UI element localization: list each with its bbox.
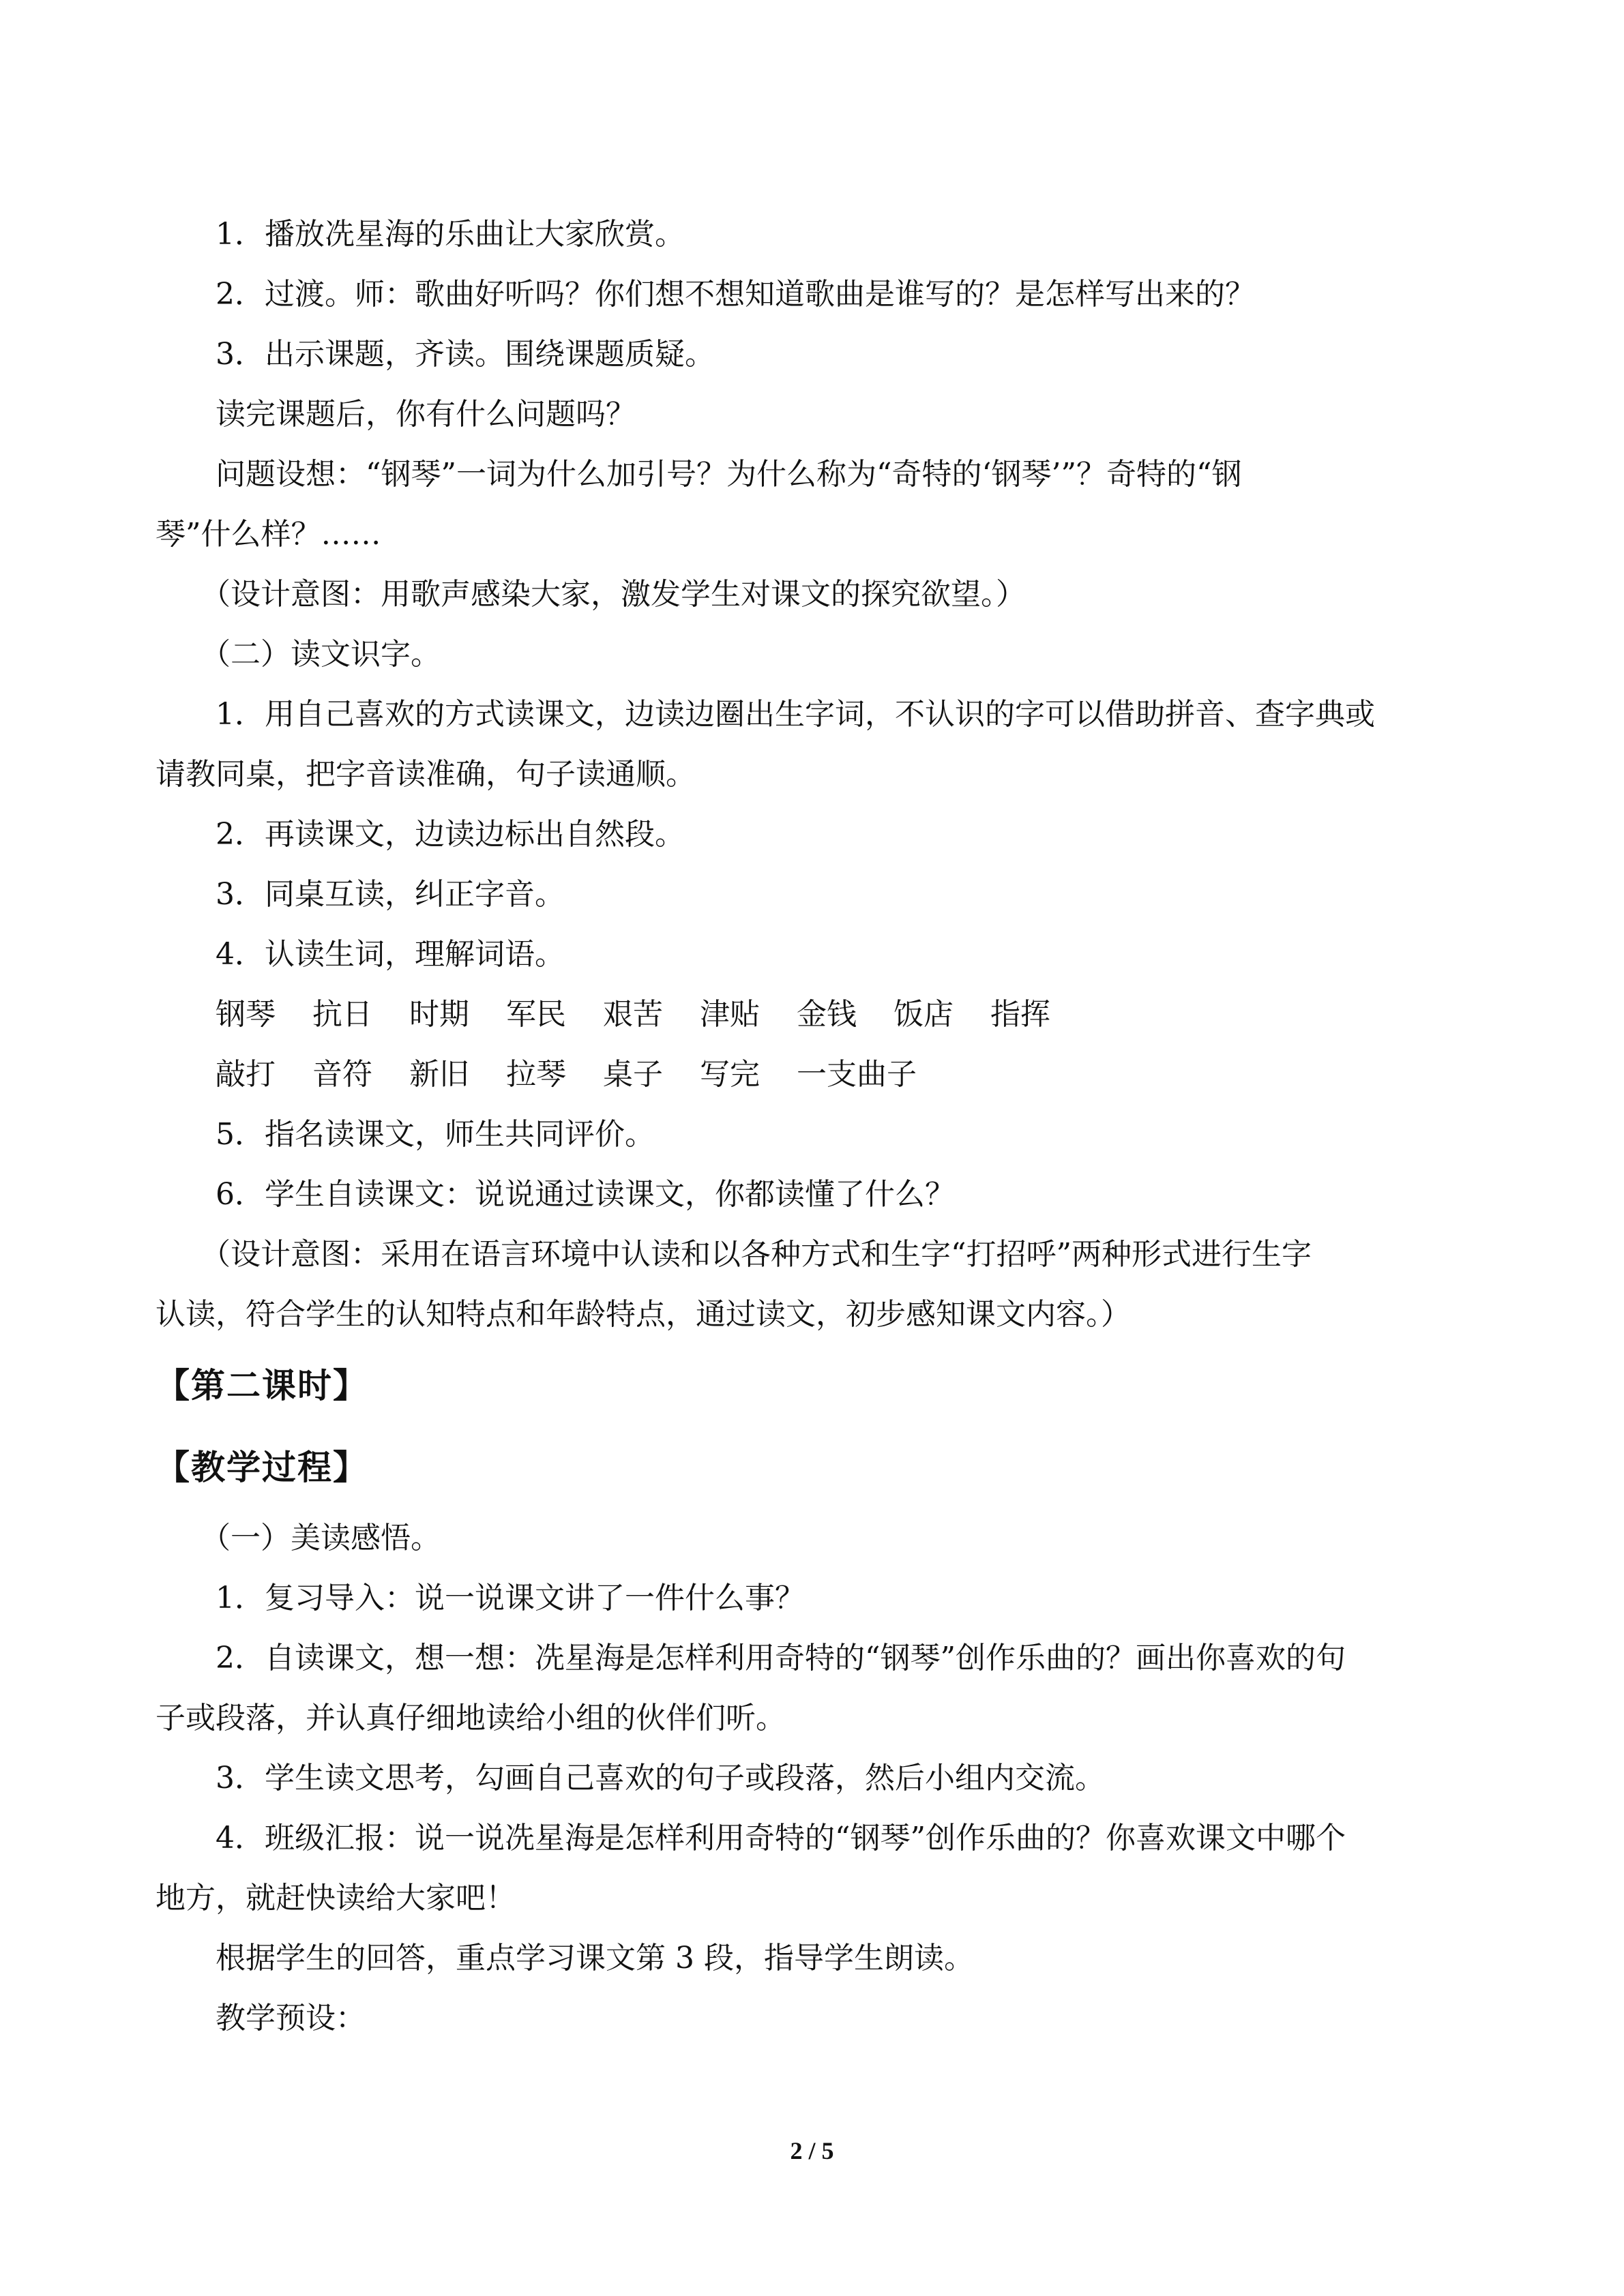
- vocab-word: 写完: [700, 1057, 760, 1092]
- paragraph-name-read: 5．指名读课文，师生共同评价。: [216, 1117, 655, 1152]
- paragraph-reread: 2．再读课文，边读边标出自然段。: [216, 817, 685, 852]
- vocab-row-2: [156, 1045, 1492, 1105]
- vocab-word: 时期: [409, 997, 469, 1032]
- vocab-word: 桌子: [603, 1057, 663, 1092]
- paragraph-self-study: 2．自读课文，想一想：冼星海是怎样利用奇特的“钢琴”创作乐曲的？画出你喜欢的句: [216, 1641, 1346, 1675]
- paragraph-design-intent-2-cont: 认读，符合学生的认知特点和年龄特点，通过读文，初步感知课文内容。）: [156, 1297, 1131, 1332]
- vocab-word: 饭店: [894, 997, 954, 1032]
- paragraph-design-intent-2: （设计意图：采用在语言环境中认读和以各种方式和生字“打招呼”两种形式进行生字: [201, 1237, 1312, 1272]
- vocab-word: 金钱: [797, 997, 857, 1032]
- paragraph-show-title: 3．出示课题，齐读。围绕课题质疑。: [216, 337, 715, 372]
- paragraph-think-and-mark: 3．学生读文思考，勾画自己喜欢的句子或段落，然后小组内交流。: [216, 1761, 1105, 1795]
- vocab-word: 军民: [506, 997, 566, 1032]
- paragraph-class-report-cont: 地方，就赶快读给大家吧！: [156, 1881, 516, 1915]
- paragraph-teaching-preset: 教学预设：: [216, 2001, 366, 2036]
- paragraph-review: 1．复习导入：说一说课文讲了一件什么事？: [216, 1581, 805, 1615]
- paragraph-focus-section: 根据学生的回答，重点学习课文第 3 段，指导学生朗读。: [216, 1941, 974, 1976]
- section-read-and-learn: （二）读文识字。: [201, 637, 441, 672]
- paragraph-class-report: 4．班级汇报：说一说冼星海是怎样利用奇特的“钢琴”创作乐曲的？你喜欢课文中哪个: [216, 1821, 1346, 1855]
- vocab-row-1: [156, 985, 1492, 1045]
- section-appreciative-reading: （一）美读感悟。: [201, 1521, 441, 1555]
- vocab-word: 一支曲子: [797, 1057, 917, 1092]
- paragraph-read-text-cont: 请教同桌，把字音读准确，句子读通顺。: [156, 757, 696, 792]
- paragraph-question-design: 问题设想：“钢琴”一词为什么加引号？为什么称为“奇特的‘钢琴’”？奇特的“钢: [216, 457, 1242, 492]
- vocab-word: 音符: [312, 1057, 372, 1092]
- paragraph-peer-read: 3．同桌互读，纠正字音。: [216, 877, 565, 912]
- paragraph-self-study-cont: 子或段落，并认真仔细地读给小组的伙伴们听。: [156, 1701, 786, 1735]
- vocab-word: 拉琴: [506, 1057, 566, 1092]
- vocab-word: 抗日: [312, 997, 372, 1032]
- paragraph-transition: 2．过渡。师：歌曲好听吗？你们想不想知道歌曲是谁写的？是怎样写出来的？: [216, 277, 1255, 312]
- heading-second-lesson: 【第二课时】: [156, 1366, 368, 1405]
- vocab-word: 新旧: [409, 1057, 469, 1092]
- vocab-word: 艰苦: [603, 997, 663, 1032]
- paragraph-play-music: 1．播放冼星海的乐曲让大家欣赏。: [216, 217, 685, 252]
- vocab-word: 指挥: [990, 997, 1050, 1032]
- paragraph-vocab-intro: 4．认读生词，理解词语。: [216, 937, 565, 972]
- paragraph-self-read: 6．学生自读课文：说说通过读课文，你都读懂了什么？: [216, 1177, 955, 1212]
- paragraph-question-design-cont: 琴”什么样？……: [156, 517, 381, 552]
- paragraph-design-intent-1: （设计意图：用歌声感染大家，激发学生对课文的探究欲望。）: [201, 577, 1026, 612]
- heading-teaching-process: 【教学过程】: [156, 1448, 368, 1487]
- vocab-word: 钢琴: [216, 997, 276, 1032]
- document-body: [156, 205, 1492, 2048]
- vocab-word: 津贴: [700, 997, 760, 1032]
- paragraph-read-text: 1．用自己喜欢的方式读课文，边读边圈出生字词，不认识的字可以借助拼音、查字典或: [216, 697, 1375, 732]
- page-number: 2 / 5: [790, 2137, 834, 2164]
- paragraph-question-prompt: 读完课题后，你有什么问题吗？: [216, 397, 636, 432]
- vocab-word: 敲打: [216, 1057, 276, 1092]
